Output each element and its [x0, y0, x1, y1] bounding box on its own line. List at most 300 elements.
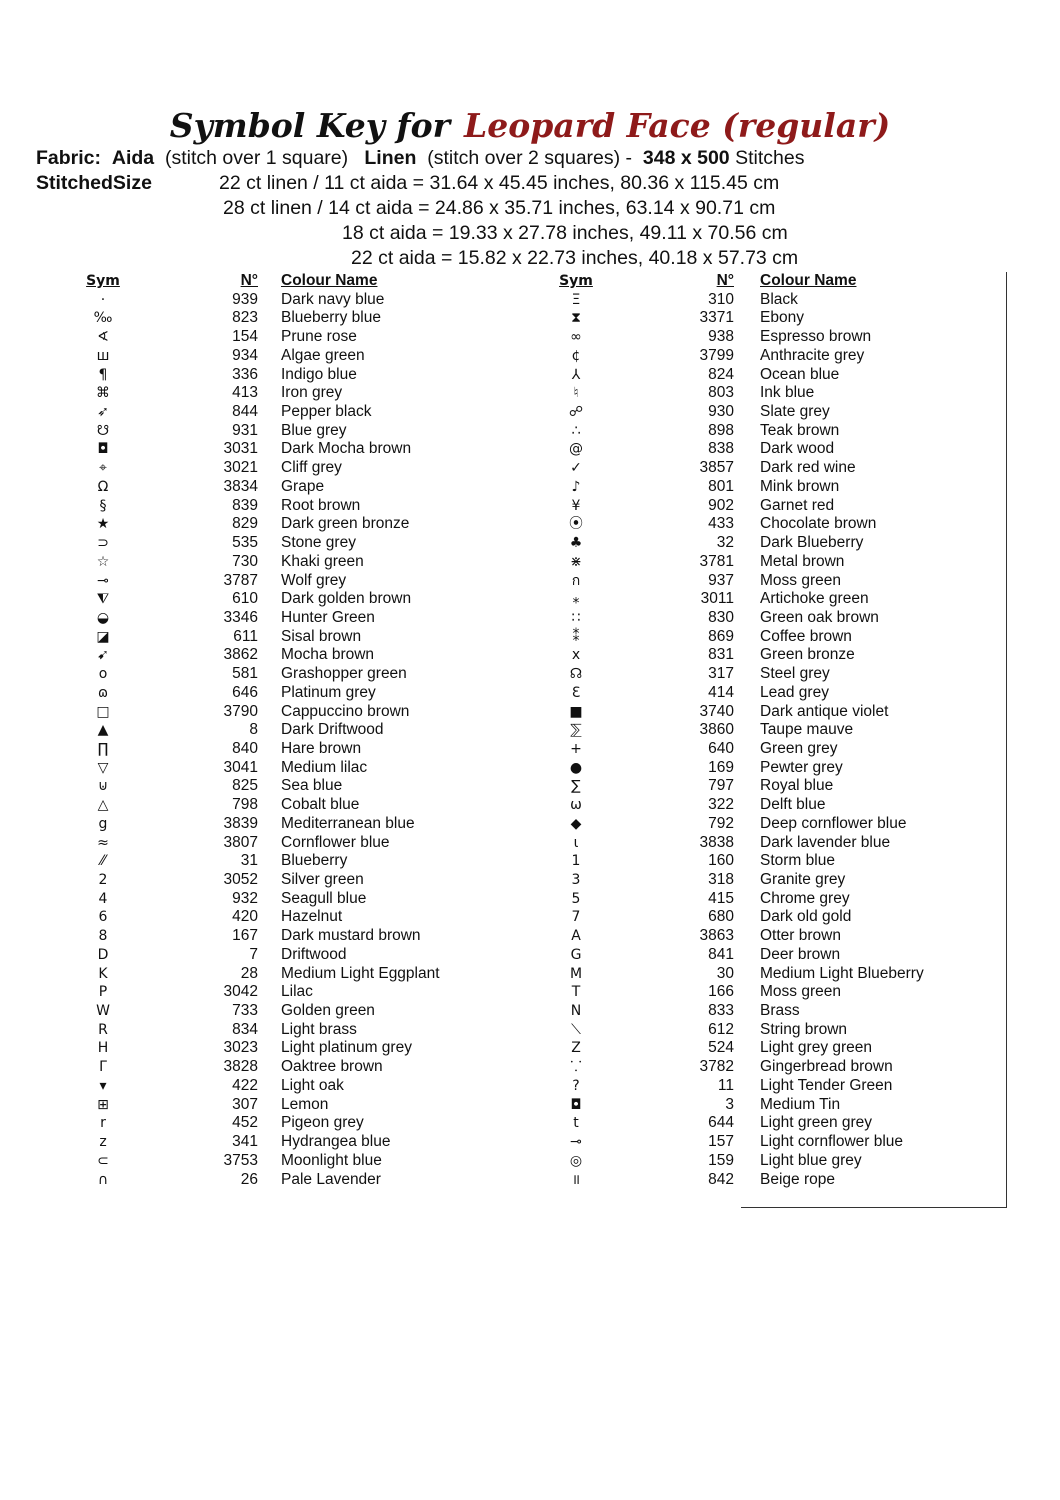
row-colour-name: Oaktree brown [281, 1058, 383, 1076]
row-colour-name: Storm blue [760, 852, 835, 870]
row-symbol: 8 [98, 928, 108, 945]
row-symbol: ω [570, 797, 582, 814]
row-colour-name: Brass [760, 1002, 800, 1020]
row-colour-name: Lemon [281, 1095, 329, 1113]
row-number: 3857 [699, 459, 734, 477]
row-number: 824 [708, 365, 734, 383]
row-colour-name: Black [760, 290, 798, 308]
row-number: 902 [708, 496, 734, 514]
row-number: 3371 [699, 309, 734, 327]
row-colour-name: Stone grey [281, 534, 356, 552]
row-number: 3753 [223, 1151, 258, 1169]
row-colour-name: Hydrangea blue [281, 1133, 391, 1151]
row-symbol: ɩ [573, 834, 579, 851]
row-colour-name: Platinum grey [281, 683, 376, 701]
row-number: 3862 [223, 646, 258, 664]
row-symbol: ⧗ [571, 310, 581, 327]
row-number: 3052 [223, 871, 258, 888]
row-number: 3346 [223, 608, 258, 626]
row-number: 32 [716, 534, 734, 552]
row-symbol: ☍ [568, 404, 584, 421]
row-colour-name: Seagull blue [281, 889, 367, 907]
row-symbol: ➹ [97, 647, 109, 664]
row-number: 3790 [223, 702, 258, 720]
row-symbol: ▾ [99, 1077, 107, 1094]
row-symbol: ⧨ [96, 591, 110, 608]
row-colour-name: Artichoke green [760, 590, 869, 608]
row-number: 937 [708, 571, 734, 589]
row-colour-name: Dark Blueberry [760, 534, 864, 552]
row-colour-name: Granite grey [760, 871, 846, 888]
row-number: 841 [708, 945, 734, 963]
row-colour-name: Light green grey [760, 1114, 873, 1132]
row-number: 842 [708, 1170, 734, 1188]
row-symbol: ⟍ [571, 1021, 581, 1038]
row-symbol: 7 [571, 909, 581, 926]
row-colour-name: Chrome grey [760, 889, 850, 907]
row-colour-name: Medium Tin [760, 1095, 841, 1113]
row-colour-name: Blueberry [281, 852, 348, 870]
row-number: 3863 [699, 927, 734, 945]
row-number: 452 [232, 1114, 258, 1132]
row-number: 840 [232, 739, 258, 757]
row-number: 644 [708, 1114, 734, 1132]
row-colour-name: Dark mustard brown [281, 927, 421, 945]
row-number: 3828 [223, 1058, 258, 1076]
row-number: 930 [708, 403, 734, 421]
fabric-aida: Aida [111, 147, 155, 169]
row-number: 3740 [699, 702, 734, 720]
row-number: 3807 [223, 833, 258, 851]
row-symbol: ⁄⁄ [100, 853, 106, 870]
row-colour-name: Beige rope [760, 1170, 835, 1188]
row-number: 3781 [699, 552, 734, 570]
row-colour-name: Cappuccino brown [281, 702, 410, 720]
row-number: 834 [232, 1020, 258, 1038]
row-number: 931 [232, 421, 258, 439]
row-number: 803 [708, 384, 734, 402]
row-symbol: ⊞ [97, 1096, 109, 1113]
row-number: 154 [232, 328, 258, 346]
row-colour-name: Light cornflower blue [760, 1133, 904, 1151]
stitched-size-line: 18 ct aida = 19.33 x 27.78 inches, 49.11 x 70.56 cm [342, 222, 788, 244]
row-number: 3834 [223, 477, 258, 495]
header-sym: Sym [86, 273, 120, 289]
row-number: 938 [708, 328, 734, 346]
row-number: 680 [708, 908, 734, 926]
row-symbol: 1 [571, 853, 581, 870]
row-number: 8 [249, 721, 258, 739]
row-number: 322 [708, 796, 734, 814]
row-symbol: ▽ [97, 759, 109, 776]
row-symbol: r [100, 1115, 106, 1132]
row-colour-name: Coffee brown [760, 627, 852, 645]
row-colour-name: Medium Light Blueberry [760, 964, 924, 982]
row-colour-name: Moonlight blue [281, 1151, 382, 1169]
row-colour-name: Steel grey [760, 665, 830, 683]
row-symbol: H [97, 1040, 109, 1057]
row-symbol: D [97, 946, 109, 963]
row-colour-name: Pewter grey [760, 758, 843, 776]
row-colour-name: String brown [760, 1020, 848, 1038]
header-number: N° [240, 272, 258, 289]
row-colour-name: Green grey [760, 739, 838, 757]
row-symbol: ✓ [570, 460, 582, 477]
row-symbol: ॥ [571, 1171, 581, 1188]
row-number: 524 [708, 1039, 734, 1057]
row-symbol: ¢ [571, 347, 581, 364]
row-colour-name: Dark navy blue [281, 290, 385, 308]
row-colour-name: Pigeon grey [281, 1114, 364, 1132]
row-colour-name: Deep cornflower blue [760, 814, 907, 832]
row-number: 7 [249, 945, 258, 963]
row-number: 159 [708, 1151, 734, 1169]
fabric-aida-note: (stitch over 1 square) [164, 147, 349, 169]
stitched-size-line: 28 ct linen / 14 ct aida = 24.86 x 35.71 inches, 63.14 x 90.71 cm [223, 197, 776, 219]
row-number: 833 [708, 1002, 734, 1020]
row-number: 797 [708, 777, 734, 795]
row-number: 413 [232, 384, 258, 402]
row-number: 730 [232, 552, 258, 570]
row-symbol: P [98, 984, 108, 1001]
stitch-count: 348 x 500 [642, 147, 730, 169]
row-symbol: N [570, 1003, 582, 1020]
row-symbol: ⊃ [97, 535, 109, 552]
row-number: 318 [708, 871, 734, 888]
row-number: 3839 [223, 814, 258, 832]
header-number: N° [716, 272, 734, 289]
row-colour-name: Dark red wine [760, 459, 856, 477]
row-colour-name: Teak brown [760, 421, 840, 439]
row-symbol: x [571, 647, 581, 664]
row-colour-name: Metal brown [760, 552, 845, 570]
row-number: 831 [708, 646, 734, 664]
row-colour-name: Slate grey [760, 403, 830, 421]
row-symbol: o [98, 666, 108, 683]
row-number: 3011 [700, 590, 734, 608]
row-colour-name: Ocean blue [760, 365, 840, 383]
row-symbol: T [571, 984, 581, 1001]
row-number: 433 [708, 515, 734, 533]
fabric-line [36, 146, 804, 171]
row-number: 839 [232, 496, 258, 514]
row-colour-name: Hunter Green [281, 608, 375, 626]
row-colour-name: Green oak brown [760, 608, 879, 626]
header-colour-name: Colour Name [760, 272, 857, 289]
row-number: 415 [708, 889, 734, 907]
row-colour-name: Delft blue [760, 796, 826, 814]
row-colour-name: Ebony [760, 309, 804, 327]
stitched-size-line: 22 ct linen / 11 ct aida = 31.64 x 45.45 inches, 80.36 x 115.45 cm [219, 172, 780, 194]
row-number: 612 [708, 1020, 734, 1038]
row-number: 169 [708, 758, 734, 776]
row-number: 838 [708, 440, 734, 458]
row-colour-name: Pale Lavender [281, 1170, 381, 1188]
row-colour-name: Dark wood [760, 440, 835, 458]
row-number: 3838 [699, 833, 734, 851]
row-symbol: ∴ [571, 422, 581, 439]
row-colour-name: Mink brown [760, 477, 840, 495]
row-number: 825 [232, 777, 258, 795]
row-symbol: ■ [569, 703, 583, 720]
row-symbol: ɷ [97, 684, 109, 701]
fabric-label: Fabric: [36, 147, 102, 169]
row-symbol: 6 [98, 909, 108, 926]
row-colour-name: Gingerbread brown [760, 1058, 893, 1076]
row-symbol: ‰ [93, 310, 113, 327]
row-colour-name: Hare brown [281, 739, 362, 757]
row-colour-name: Otter brown [760, 927, 841, 945]
row-symbol: ⊸ [570, 1134, 582, 1151]
row-colour-name: Khaki green [281, 552, 364, 570]
row-symbol: ☊ [569, 666, 583, 683]
row-number: 157 [708, 1133, 734, 1151]
row-symbol: △ [97, 797, 109, 814]
row-number: 3860 [699, 721, 734, 739]
header-sym: Sym [559, 273, 593, 289]
row-number: 422 [232, 1076, 258, 1094]
table-border-bottom [741, 1207, 1007, 1208]
row-symbol: ◆ [570, 815, 582, 832]
row-colour-name: Medium lilac [281, 758, 368, 776]
row-symbol: ◪ [96, 628, 110, 645]
row-number: 535 [232, 534, 258, 552]
row-colour-name: Algae green [281, 346, 365, 364]
row-symbol: R [98, 1021, 108, 1038]
row-colour-name: Blueberry blue [281, 309, 381, 327]
row-colour-name: Dark Mocha brown [281, 440, 412, 458]
row-number: 28 [240, 964, 258, 982]
row-symbol: 4 [98, 890, 108, 907]
row-colour-name: Root brown [281, 496, 361, 514]
row-symbol: K [98, 965, 108, 982]
row-symbol: ➶ [97, 404, 109, 421]
row-colour-name: Dark old gold [760, 908, 852, 926]
row-number: 310 [708, 290, 734, 308]
row-symbol: ∷ [571, 609, 581, 626]
row-symbol: t [573, 1115, 579, 1132]
stitched-size-label: StitchedSize [36, 172, 152, 194]
row-colour-name: Moss green [760, 983, 841, 1001]
row-symbol: ∞ [570, 329, 582, 346]
row-symbol: ⋇ [570, 553, 582, 570]
row-colour-name: Hazelnut [281, 908, 343, 926]
fabric-linen: Linen [364, 147, 417, 169]
row-number: 640 [708, 739, 734, 757]
pattern-name: Leopard Face (regular) [464, 106, 891, 145]
row-colour-name: Dark lavender blue [760, 833, 891, 851]
row-number: 3 [725, 1095, 734, 1113]
row-colour-name: Green bronze [760, 646, 855, 664]
row-colour-name: Light Tender Green [760, 1076, 893, 1094]
row-colour-name: Prune rose [281, 328, 357, 346]
header-colour-name: Colour Name [281, 272, 378, 289]
row-symbol: ⅀ [570, 722, 582, 739]
row-colour-name: Blue grey [281, 421, 347, 439]
row-symbol: ⅄ [571, 366, 581, 383]
row-symbol: ⊍ [97, 778, 109, 795]
row-colour-name: Anthracite grey [760, 346, 865, 364]
row-number: 801 [708, 477, 734, 495]
row-number: 167 [232, 927, 258, 945]
row-symbol: M [569, 965, 583, 982]
row-colour-name: Royal blue [760, 777, 834, 795]
row-symbol: + [570, 740, 582, 757]
row-symbol: Ξ [571, 291, 581, 308]
row-number: 939 [232, 290, 258, 308]
row-symbol: ☆ [96, 553, 110, 570]
row-symbol: ◘ [97, 441, 109, 458]
row-number: 798 [232, 796, 258, 814]
row-symbol: ∢ [97, 329, 109, 346]
row-symbol: ∩ [97, 1171, 109, 1188]
row-colour-name: Espresso brown [760, 328, 872, 346]
row-symbol: ≈ [97, 834, 109, 851]
stitch-count-label: Stitches [735, 147, 805, 169]
row-symbol: ? [572, 1077, 580, 1094]
row-colour-name: Wolf grey [281, 571, 347, 589]
title-lead: Symbol Key for [169, 106, 451, 145]
row-colour-name: Sisal brown [281, 627, 362, 645]
row-symbol: ◘ [570, 1096, 582, 1113]
row-number: 317 [708, 665, 734, 683]
row-symbol: · [100, 291, 106, 308]
row-colour-name: Cliff grey [281, 459, 342, 477]
row-number: 610 [232, 590, 258, 608]
row-number: 341 [232, 1133, 258, 1151]
row-number: 823 [232, 309, 258, 327]
row-colour-name: Garnet red [760, 496, 835, 514]
row-colour-name: Sea blue [281, 777, 343, 795]
row-symbol: W [96, 1003, 110, 1020]
row-colour-name: Light oak [281, 1076, 344, 1094]
stitched-size-line: 22 ct aida = 15.82 x 22.73 inches, 40.18 x 57.73 cm [351, 247, 799, 269]
row-colour-name: Moss green [760, 571, 841, 589]
row-number: 932 [232, 889, 258, 907]
row-number: 3021 [223, 459, 258, 477]
row-number: 829 [232, 515, 258, 533]
page-title [0, 104, 1060, 148]
row-number: 3031 [223, 440, 258, 458]
row-symbol: ◎ [569, 1152, 583, 1169]
row-colour-name: Dark Driftwood [281, 721, 384, 739]
row-symbol: A [571, 928, 581, 945]
row-symbol: ⁑ [572, 628, 580, 645]
row-symbol: ◒ [96, 609, 110, 626]
row-symbol: ⊸ [97, 572, 109, 589]
row-colour-name: Dark green bronze [281, 515, 410, 533]
row-number: 646 [232, 683, 258, 701]
row-symbol: ¶ [98, 366, 108, 383]
row-number: 733 [232, 1002, 258, 1020]
row-symbol: ⊂ [97, 1152, 109, 1169]
row-symbol: ∑ [571, 778, 581, 795]
row-symbol: ก [571, 572, 581, 589]
row-colour-name: Ink blue [760, 384, 815, 402]
row-number: 26 [240, 1170, 258, 1188]
row-number: 844 [232, 403, 258, 421]
row-number: 3041 [223, 758, 258, 776]
row-symbol: ⸪ [570, 1059, 582, 1076]
row-symbol: ♮ [573, 385, 579, 402]
row-symbol: ♣ [569, 535, 583, 552]
row-colour-name: Chocolate brown [760, 515, 877, 533]
row-colour-name: Mocha brown [281, 646, 375, 664]
row-symbol: Ω [97, 478, 109, 495]
row-colour-name: Dark golden brown [281, 590, 412, 608]
row-symbol: 2 [98, 872, 108, 888]
row-symbol: ★ [96, 516, 110, 533]
row-symbol: ¥ [571, 497, 581, 514]
row-symbol: ⌘ [96, 385, 110, 402]
row-symbol: Z [571, 1040, 581, 1057]
row-number: 30 [716, 964, 734, 982]
row-number: 581 [232, 665, 258, 683]
row-symbol: ☋ [96, 422, 110, 439]
row-symbol: 3 [571, 872, 581, 888]
row-symbol: § [99, 497, 107, 514]
row-symbol: G [570, 946, 582, 963]
table-border-right [1006, 272, 1007, 1208]
row-number: 307 [232, 1095, 258, 1113]
row-colour-name: Dark antique violet [760, 702, 889, 720]
row-symbol: ♪ [571, 478, 581, 495]
fabric-linen-note: (stitch over 2 squares) - [427, 147, 633, 169]
row-colour-name: Cobalt blue [281, 796, 360, 814]
row-number: 31 [240, 852, 258, 870]
row-colour-name: Mediterranean blue [281, 814, 415, 832]
row-symbol: ● [569, 759, 583, 776]
row-number: 611 [233, 627, 258, 645]
row-number: 160 [708, 852, 734, 870]
row-colour-name: Light brass [281, 1020, 357, 1038]
row-number: 3782 [699, 1058, 734, 1076]
row-number: 3787 [223, 571, 258, 589]
row-number: 336 [232, 365, 258, 383]
row-colour-name: Lilac [281, 983, 313, 1001]
row-number: 420 [232, 908, 258, 926]
row-colour-name: Light grey green [760, 1039, 873, 1057]
row-symbol: □ [96, 703, 110, 720]
row-number: 934 [232, 346, 258, 364]
row-number: 414 [708, 683, 734, 701]
row-colour-name: Taupe mauve [760, 721, 854, 739]
row-symbol: @ [569, 441, 583, 458]
row-symbol: Ɛ [571, 684, 581, 701]
row-colour-name: Grashopper green [281, 665, 407, 683]
row-symbol: ⦿ [569, 516, 583, 533]
row-number: 11 [717, 1076, 734, 1094]
row-number: 166 [708, 983, 734, 1001]
row-colour-name: Deer brown [760, 945, 841, 963]
row-colour-name: Golden green [281, 1002, 375, 1020]
row-symbol: z [99, 1134, 107, 1151]
row-number: 869 [708, 627, 734, 645]
row-colour-name: Lead grey [760, 683, 829, 701]
row-symbol: Γ [99, 1059, 107, 1076]
row-number: 898 [708, 421, 734, 439]
row-symbol: g [98, 815, 108, 832]
row-colour-name: Silver green [281, 871, 364, 888]
row-symbol: ▲ [97, 722, 109, 739]
row-colour-name: Indigo blue [281, 365, 357, 383]
row-colour-name: Light platinum grey [281, 1039, 412, 1057]
row-symbol: 5 [571, 890, 581, 907]
row-number: 792 [708, 814, 734, 832]
row-number: 3023 [223, 1039, 258, 1057]
row-symbol: ⁎ [572, 591, 580, 608]
row-symbol: ш [96, 347, 110, 364]
